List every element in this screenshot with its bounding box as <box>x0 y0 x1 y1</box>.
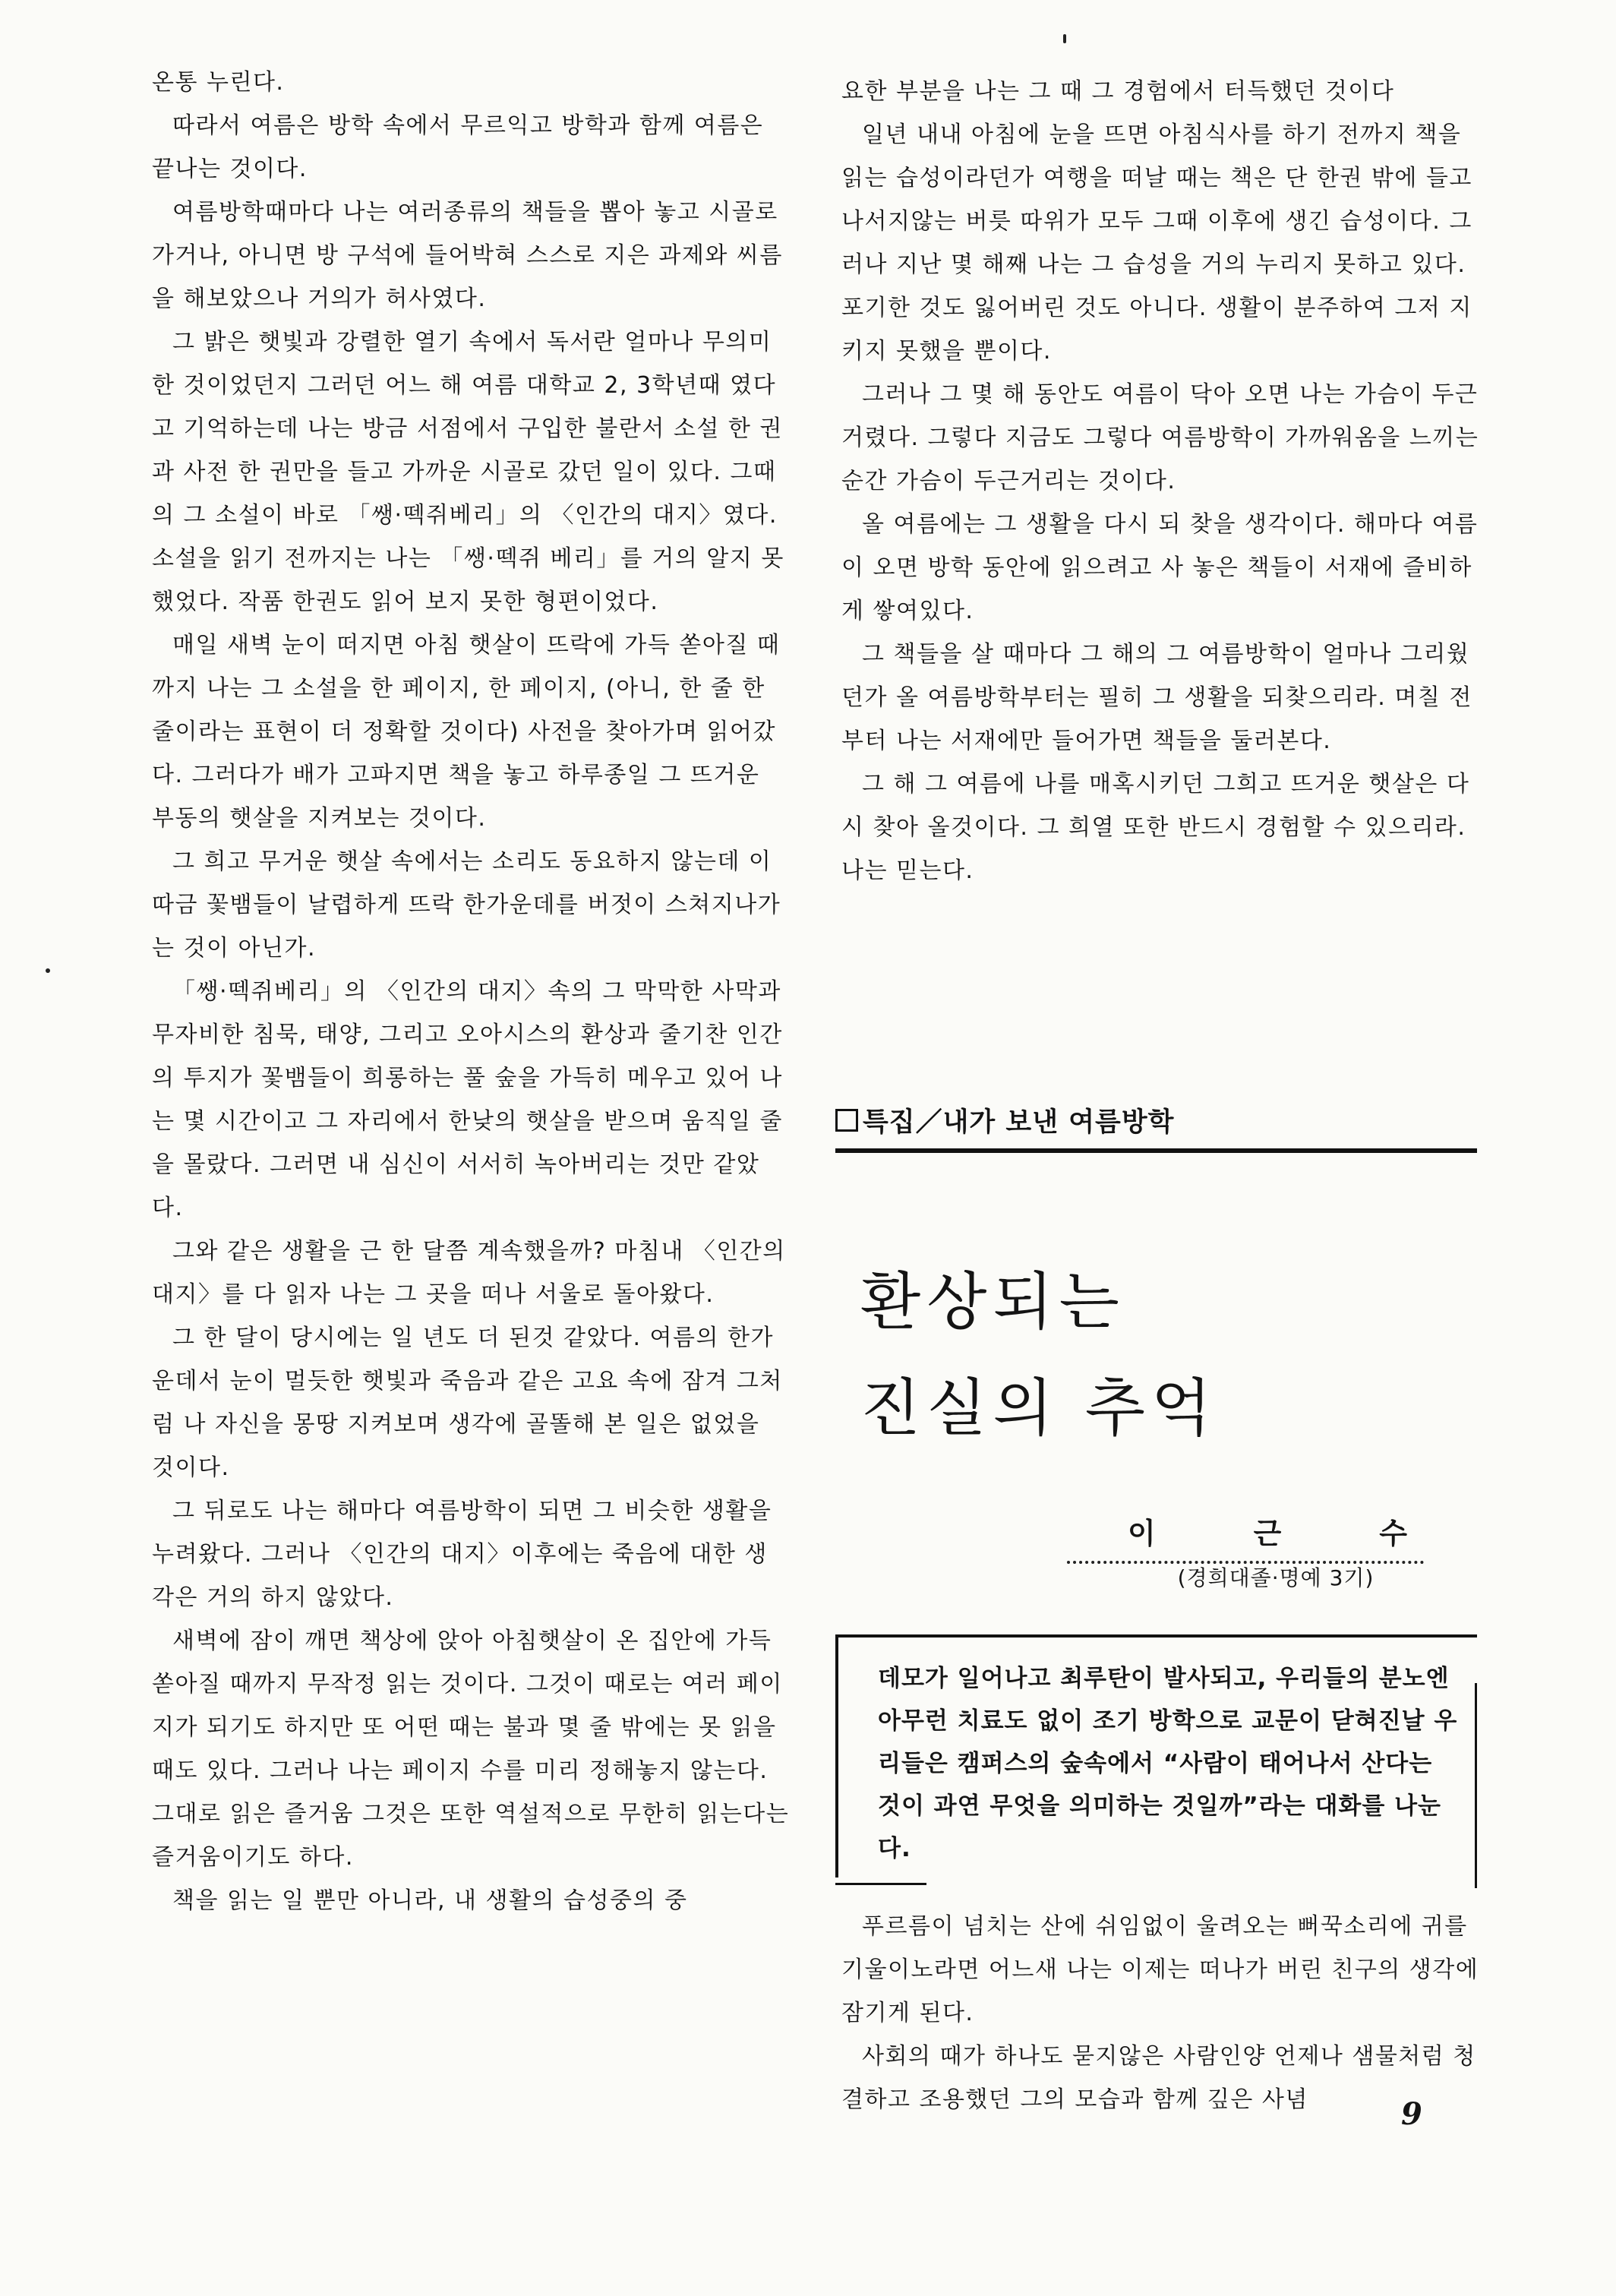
right-paragraph-3: 그러나 그 몇 해 동안도 여름이 닥아 오면 나는 가슴이 두근거렸다. 그렇다 지금도 그렇다 여름방학이 가까워옴을 느끼는 순간 가슴이 두근거리는 것이다. <box>841 381 1479 494</box>
section-label-text: 특집／내가 보낸 여름방학 <box>863 1107 1175 1138</box>
article-body-start <box>841 1905 1487 2121</box>
right-paragraph-6: 그 해 그 여름에 나를 매혹시키던 그희고 뜨거운 햇살은 다시 찾아 올것이다. 그 희열 또한 반드시 경험할 수 있으리라. 나는 믿는다. <box>841 771 1470 884</box>
left-paragraph-9: 그 한 달이 당시에는 일 년도 더 된것 같았다. 여름의 한가운데서 눈이 멀듯한 햇빛과 죽음과 같은 고요 속에 잠겨 그처럼 나 자신을 몽땅 지켜보며 생각에 골똘해 본 일은 없었을 것이다. <box>152 1325 783 1481</box>
print-speck <box>1063 34 1066 43</box>
left-paragraph-10: 그 뒤로도 나는 해마다 여름방학이 되면 그 비슷한 생활을 누려왔다. 그러나 〈인간의 대지〉이후에는 죽음에 대한 생각은 거의 하지 않았다. <box>152 1498 772 1611</box>
article-paragraph-1: 푸르름이 넘치는 산에 쉬임없이 울려오는 뻐꾹소리에 귀를 기울이노라면 어느새 나는 이제는 떠나가 버린 친구의 생각에 잠기게 된다. <box>841 1913 1479 2026</box>
pull-quote-box <box>835 1634 1477 1878</box>
checkbox-square-icon <box>835 1109 858 1132</box>
left-paragraph-6: 그 희고 무거운 햇살 속에서는 소리도 동요하지 않는데 이따금 꽃뱀들이 날렵하게 뜨락 한가운데를 버젓이 스쳐지나가는 것이 아닌가. <box>152 848 781 962</box>
right-paragraph-5: 그 책들을 살 때마다 그 해의 그 여름방학이 얼마나 그리웠던가 올 여름방학부터는 필히 그 생활을 되찾으리라. 며칠 전부터 나는 서재에만 들어가면 책들을 둘러본다. <box>841 641 1472 754</box>
left-text-column <box>152 61 790 1922</box>
left-paragraph-4: 그 밝은 햇빛과 강렬한 열기 속에서 독서란 얼마나 무의미한 것이었던지 그러던 어느 해 여름 대학교 2, 3학년때 였다고 기억하는데 나는 방금 서점에서 구입한 불란서 소설 한 권과 사전 한 권만을 들고 가까운 시골로 갔던 일이 있다. 그때의 그 소설이 바로 「쌩·떽쥐베리」의 〈인간의 대지〉였다. 소설을 읽기 전까지는 나는 「쌩·떽쥐 베리」를 거의 알지 못했었다. 작품 한권도 읽어 보지 못한 형편이었다. <box>152 329 784 615</box>
right-paragraph-4: 올 여름에는 그 생활을 다시 되 찾을 생각이다. 해마다 여름이 오면 방학 동안에 읽으려고 사 놓은 책들이 서재에 즐비하게 쌓여있다. <box>841 511 1479 624</box>
left-paragraph-2: 따라서 여름은 방학 속에서 무르익고 방학과 함께 여름은 끝나는 것이다. <box>152 112 764 182</box>
left-paragraph-12: 책을 읽는 일 뿐만 아니라, 내 생활의 습성중의 중 <box>172 1887 688 1914</box>
left-paragraph-1: 온통 누린다. <box>152 69 285 96</box>
left-paragraph-11: 새벽에 잠이 깨면 책상에 앉아 아침햇살이 온 집안에 가득 쏟아질 때까지 무작정 읽는 것이다. 그것이 때로는 여러 페이지가 되기도 하지만 또 어떤 때는 불과 몇 줄 밖에는 못 읽을 때도 있다. 그러나 나는 페이지 수를 미리 정해놓지 않는다. 그대로 읽은 즐거움 그것은 또한 역설적으로 무한히 읽는다는 즐거움이기도 하다. <box>152 1628 790 1871</box>
page-number: 9 <box>1401 2096 1422 2132</box>
article-title-line-2: 진실의 추억 <box>860 1372 1218 1445</box>
author-char-2: 근 <box>1253 1517 1282 1550</box>
article-title-line-1: 환상되는 <box>860 1266 1125 1338</box>
feature-section-label <box>835 1101 1477 1153</box>
print-speck <box>46 968 50 973</box>
pull-quote-text: 데모가 일어나고 최루탄이 발사되고, 우리들의 분노엔 아무런 치료도 없이 조기 방학으로 교문이 닫혀진날 우리들은 캠퍼스의 숲속에서 “사람이 태어나서 산다는 것이 과연 무엇을 의미하는 것일까”라는 대화를 나눈다. <box>878 1665 1458 1862</box>
author-byline <box>1067 1510 1424 1564</box>
left-paragraph-3: 여름방학때마다 나는 여러종류의 책들을 뽑아 놓고 시골로 가거나, 아니면 방 구석에 들어박혀 스스로 지은 과제와 씨름을 해보았으나 거의가 허사였다. <box>152 199 783 312</box>
left-paragraph-8: 그와 같은 생활을 근 한 달쯤 계속했을까? 마침내 〈인간의 대지〉를 다 읽자 나는 그 곳을 떠나 서울로 돌아왔다. <box>152 1238 786 1308</box>
right-paragraph-2: 일년 내내 아침에 눈을 뜨면 아침식사를 하기 전까지 책을 읽는 습성이라던가 여행을 떠날 때는 책은 단 한권 밖에 들고 나서지않는 버릇 따위가 모두 그때 이후에 생긴 습성이다. 그러나 지난 몇 해째 나는 그 습성을 거의 누리지 못하고 있다. 포기한 것도 잃어버린 것도 아니다. 생활이 분주하여 그저 지키지 못했을 뿐이다. <box>841 122 1472 365</box>
right-text-column <box>841 70 1487 892</box>
author-char-3: 수 <box>1379 1517 1407 1550</box>
right-paragraph-1: 요한 부분을 나는 그 때 그 경험에서 터득했던 것이다 <box>841 78 1395 105</box>
left-paragraph-5: 매일 새벽 눈이 떠지면 아침 햇살이 뜨락에 가득 쏟아질 때까지 나는 그 소설을 한 페이지, 한 페이지, (아니, 한 줄 한 줄이라는 표현이 더 정확할 것이다) 사전을 찾아가며 읽어갔다. 그러다가 배가 고파지면 책을 놓고 하루종일 그 뜨거운 부동의 햇살을 지켜보는 것이다. <box>152 632 781 832</box>
left-paragraph-7: 「쌩·떽쥐베리」의 〈인간의 대지〉속의 그 막막한 사막과 무자비한 침묵, 태양, 그리고 오아시스의 환상과 줄기찬 인간의 투지가 꽃뱀들이 희롱하는 풀 숲을 가득히 메우고 있어 나는 몇 시간이고 그 자리에서 한낮의 햇살을 받으며 움직일 줄을 몰랐다. 그러면 내 심신이 서서히 녹아버리는 것만 같았다. <box>152 978 783 1221</box>
article-title <box>860 1249 1468 1462</box>
author-affiliation: (경희대졸·명예 3기) <box>1177 1565 1375 1590</box>
article-paragraph-2: 사회의 때가 하나도 묻지않은 사람인양 언제나 샘물처럼 청결하고 조용했던 그의 모습과 함께 깊은 사념 <box>841 2043 1476 2113</box>
author-char-1: 이 <box>1128 1517 1156 1550</box>
